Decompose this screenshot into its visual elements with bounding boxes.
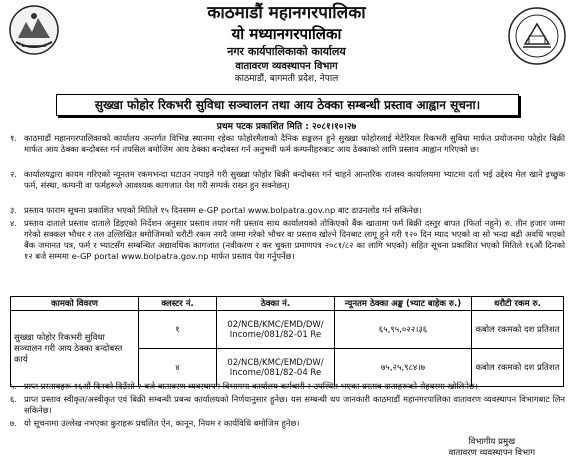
deposit-amount: कबोल रकमको दश प्रतिशत [472,349,564,387]
cluster-number: ४ [139,349,217,387]
header-deposit: धरौटी रकम रु. [472,297,564,311]
signature-title: विभागीय प्रमुख [468,437,516,447]
header-description: कामको विवरण [11,297,139,311]
municipality-motto: यो मध्यानगरपालिका [231,25,342,43]
office-name: नगर कार्यपालिकाको कार्यालय [227,45,346,58]
paragraph-4: ४. प्रस्ताव दाताले प्रस्ताव दाताले डिइएको निर्देशन अनुसार प्रस्ताव तयार गरी प्रस्ताव साथ कार्यालयको तोकिएको बैंक खातामा फर्म बिक्री दस्तुर बापत (फिर्ता नहुने) रु. तीन हजार जम्मा गरेको सक्कल भौचर र तल उल्लिखित बमोजिमको धरौटी रकम नगदै जम्मा गरेको भौचर वा प्रस्ताव खोल्ने दिनबाट लागू हुने गरी १२० दिन म्याद भएको वा सो भन्दा बढी अवधि भएको बैंक जमानत पत्र, फर्म र भ्याटसँग सम्बन्धित अद्यावधिक कागजात (नवीकरण र कर चुक्ता प्रमाणपत्र २०८१/८२ का लागि भएको) सहित सूचना प्रकाशित भएको मितिले १६औं दिनको १२ बजे सम्ममा e-GP portal www.bolpatra.gov.np मार्फत प्रस्ताव पेश गर्नुपर्नेछ। [10,218,565,261]
minimum-amount: ६५,९५,०२२।३६ [335,311,472,349]
header-contract: ठेक्का नं. [217,297,335,311]
nepal-emblem-icon [8,4,60,56]
paragraph-7: ७. यो सूचनामा उल्लेख नभएका कुराहरू प्रचलित ऐन, कानून, नियम र कार्यविधि बमोजिम हुनेछ। [10,418,300,428]
notice-title: सुख्खा फोहोर रिकभरी सुविधा सञ्चालन तथा आय ठेक्का सम्बन्धी प्रस्ताव आह्वान सूचना। [56,94,519,116]
signature-department: वातावरण व्यवस्थापन विभाग [448,448,535,458]
contract-number: 02/NCB/KMC/EMD/DW/ Income/081/82-04 Re [217,349,335,387]
contract-table [10,296,564,387]
office-address: काठमाडौं, बागमती प्रदेश, नेपाल [234,74,339,84]
minimum-amount: ७५,२५,९८४।७ [335,349,472,387]
work-description: सुख्खा फोहोर रिकभरी सुविधा सञ्चालन गरी आय ठेक्का बन्दोबस्त कार्य [11,311,139,387]
published-date: प्रथम पटक प्रकाशित मिति : २०८१।१०।२७ [216,122,357,132]
paragraph-6: ६. प्राप्त प्रस्ताव स्वीकृत/अस्वीकृत एवं बिक्री सम्बन्धी प्रबन्ध कार्यालयको निर्णयानुसार हुनेछ। यस सम्बन्धी थप जानकारी काठमाडौं महानगरपालिका वातावरण व्यवस्थापन विभागबाट लिन सकिनेछ। [10,394,565,415]
contract-number: 02/NCB/KMC/EMD/DW/ Income/081/82-01 Re [217,311,335,349]
paragraph-5: ५. प्राप्त प्रस्तावहरू १६औं दिनको दिउँसो २ बजे वातावरण व्यवस्थापन विभागमा कार्यालय कर्मचारी र उपस्थित भएका प्रस्ताव दाताहरूको रोहबरमा खोलिनेछ। [10,381,478,391]
header-minimum: न्यूनतम ठेक्का अङ्क (भ्याट बाहेक रु.) [335,297,472,311]
signature-block [449,437,536,459]
deposit-amount: कबोल रकमको दश प्रतिशत [472,311,564,349]
municipality-name: काठमाडौं महानगरपालिका [207,3,366,23]
municipality-seal-icon [507,6,567,66]
paragraph-1: १. काठमाडौं महानगरपालिकाको कार्यालय अन्तर्गत विभिन्न स्थानमा रहेका फोहोरमैलाको दैनिक सङ्कलन हुने सुख्खा फोहोरलाई मेटेरियल रिकभरी सुविधा मार्फत प्रयोजनमा फोहोर बिक्री मार्फत आय ठेक्का बन्दोबस्त गर्न तपसिल बमोजिम आय ठेक्का बन्दोबस्त गर्न अनुभवी फर्म कम्पनीहरुबाट आय ठेक्काको लागि प्रस्ताव आह्वान गरिएको छ। [10,133,565,154]
cluster-number: १ [139,311,217,349]
header-cluster: क्लस्टर नं. [139,297,217,311]
table-row [11,311,564,349]
paragraph-3: ३. प्रस्ताव फाराम सूचना प्रकाशित भएको मितिले १५ दिनसम्म e-GP portal www.bolpatra.gov.np बाट डाउनलोड गर्न सकिनेछ। [10,205,422,215]
paragraph-2: २. कार्यालयद्वारा कायम गरिएको न्यूनतम रकमभन्दा घटाउन नपाइने गरी सुख्खा फोहोर बिक्री बन्दोबस्त गर्न चाहने आन्तरिक राजस्व कार्यालयमा भ्याटमा दर्ता भई उद्देश्य मेल खाने इच्छुक फर्म, संस्था, कम्पनी वा फर्महरूले आवश्यक कागजात पेश गरी सम्पर्क राख्न हुन सक्नेछन्। [10,169,565,190]
department-name: वातावरण व्यवस्थापन विभाग [235,61,338,72]
table-header-row [11,297,564,311]
